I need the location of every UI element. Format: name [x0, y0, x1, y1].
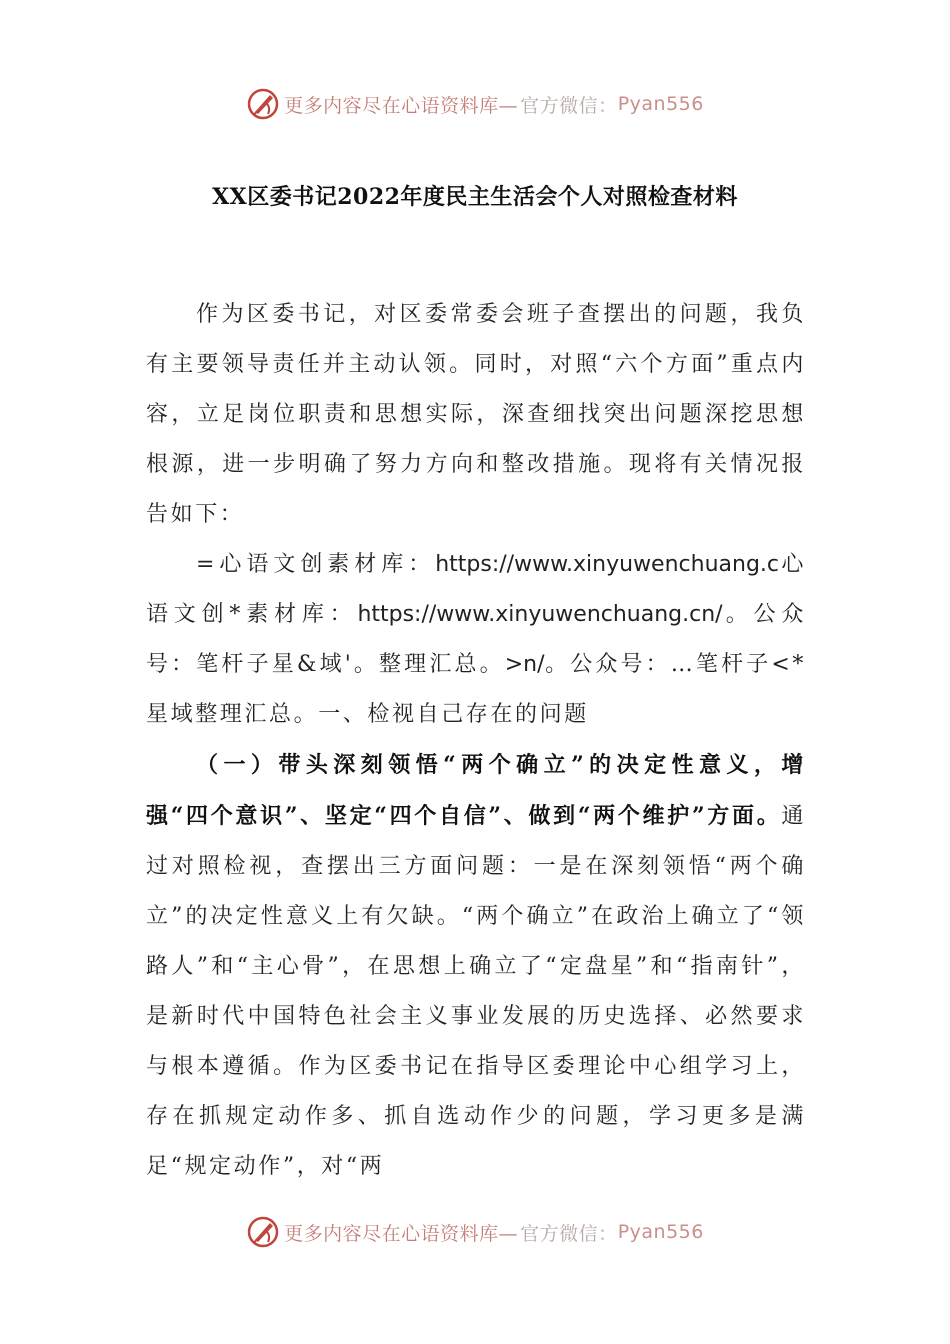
watermark-mid-2: 。公众号：笔杆子星&域'。整理汇总。: [146, 602, 806, 677]
paragraph-watermark: [146, 540, 806, 740]
watermark-mid-1: 心语文创*素材库：: [146, 552, 806, 627]
banner-wechat-label: 官方微信：: [520, 94, 618, 117]
watermark-prefix: =心语文创素材库：: [196, 552, 436, 577]
watermark-fragment: >n/: [504, 652, 545, 677]
quill-logo-icon: [246, 1215, 280, 1249]
header-banner: [0, 84, 950, 124]
banner-wechat-id: Pyan556: [617, 1221, 704, 1243]
banner-text: 更多内容尽在心语资料库—: [284, 94, 519, 117]
footer-banner: [0, 1212, 950, 1252]
banner-wechat-id: Pyan556: [617, 93, 704, 115]
watermark-url-1: https://www.xinyuwenchuang.c: [435, 552, 780, 577]
paragraph-section-one: [146, 740, 806, 1192]
section-text: 通过对照检视，查摆出三方面问题：一是在深刻领悟“两个确立”的决定性意义上有欠缺。“两个确立”在政治上确立了“领路人”和“主心骨”，在思想上确立了“定盘星”和“指南针”，是新时代中国特色社会主义事业发展的历史选择、必然要求与根本遵循。作为区委书记在指导区委理论中心组学习上，存在抓规定动作多、抓自选动作少的问题，学习更多是满足“规定动作”，对“两: [146, 804, 806, 1179]
paragraph-intro: 作为区委书记，对区委常委会班子查摆出的问题，我负有主要领导责任并主动认领。同时，对照“六个方面”重点内容，立足岗位职责和思想实际，深查细找突出问题深挖思想根源，进一步明确了努力方向和整改措施。现将有关情况报告如下：: [146, 302, 806, 527]
quill-logo-icon: [246, 87, 280, 121]
section-heading: （一）带头深刻领悟“两个确立”的决定性意义，增强“四个意识”、坚定“四个自信”、做到“两个维护”方面。: [146, 752, 806, 829]
document-title: XX区委书记2022年度民主生活会个人对照检查材料: [212, 184, 738, 210]
watermark-tail: 。公众号：…笔杆子<*星域整理汇总。一、检视自己存在的问题: [146, 652, 806, 727]
document-body: [146, 290, 806, 1192]
banner-text: 更多内容尽在心语资料库—: [284, 1222, 519, 1245]
banner-wechat-label: 官方微信：: [520, 1222, 618, 1245]
watermark-url-2: https://www.xinyuwenchuang.cn/: [357, 602, 723, 627]
